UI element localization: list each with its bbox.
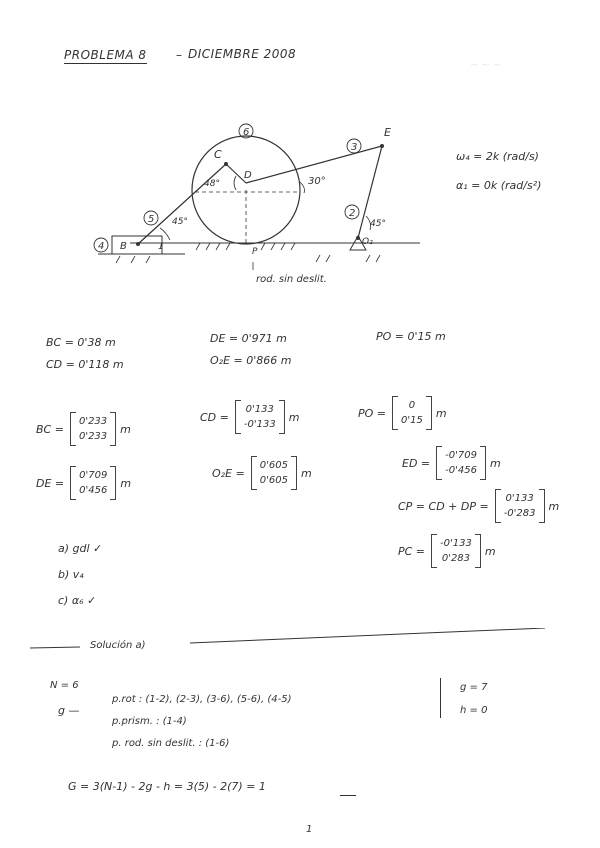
length-bc: BC = 0'38 m	[46, 336, 116, 349]
problem-date: DICIEMBRE 2008	[188, 47, 297, 61]
vector-po-label: PO =	[358, 406, 387, 420]
vector-cp-matrix	[495, 489, 545, 523]
joint-c	[224, 162, 228, 166]
mechanism-figure	[0, 100, 600, 400]
solution-g-line-2: p.prism. : (1-4)	[112, 716, 187, 727]
joint-e	[380, 144, 384, 148]
vector-cd	[200, 400, 299, 434]
vector-o2e-bottom: 0'605	[259, 475, 288, 486]
solution-heading: Solución a)	[90, 640, 146, 651]
result-underline	[340, 795, 356, 796]
vector-bc-top: 0'233	[78, 416, 108, 427]
bar-number-3: 3	[351, 142, 358, 153]
solution-h-value: h = 0	[460, 705, 488, 716]
solution-formula: G = 3(N-1) - 2g - h = 3(5) - 2(7) = 1	[68, 780, 266, 793]
label-o2: O₂	[362, 237, 373, 247]
vector-bc-unit: m	[120, 422, 131, 436]
bleed-through-text: ~ ~ ~	[470, 60, 502, 71]
ground-hatching	[116, 243, 380, 263]
bar-number-5: 5	[148, 214, 155, 225]
vector-cp	[398, 489, 559, 523]
vector-cp-unit: m	[548, 499, 560, 513]
label-b: B	[120, 241, 127, 252]
alpha-1: α₁ = 0k (rad/s²)	[456, 179, 542, 192]
label-c: C	[214, 148, 222, 161]
vector-ed-label: ED =	[402, 456, 431, 470]
length-o2e: O₂E = 0'866 m	[210, 354, 292, 367]
label-p: P	[252, 247, 258, 257]
vector-de-unit: m	[120, 476, 132, 490]
vector-o2e	[212, 456, 312, 490]
length-po: PO = 0'15 m	[376, 330, 446, 343]
bar-number-2: 2	[349, 208, 356, 219]
rolling-note: rod. sin deslit.	[256, 274, 327, 285]
vector-pc-unit: m	[484, 544, 496, 558]
question-a: a) gdl ✓	[58, 542, 103, 555]
page-number: 1	[306, 824, 313, 835]
vector-cd-top: 0'133	[245, 404, 274, 415]
vector-po-bottom: 0'15	[401, 415, 423, 426]
vector-po-unit: m	[435, 406, 447, 420]
vector-pc-label: PC =	[398, 544, 426, 558]
vector-de-bottom: 0'456	[79, 485, 108, 496]
angle-arc-48	[234, 176, 236, 190]
vector-pc-top: -0'133	[440, 538, 472, 549]
vector-ed-unit: m	[489, 456, 501, 470]
angle-45-right: 45°	[370, 219, 386, 229]
length-cd: CD = 0'118 m	[46, 358, 124, 371]
omega-4: ω₄ = 2k (rad/s)	[456, 150, 539, 163]
solution-n: N = 6	[50, 680, 79, 691]
vector-pc	[398, 534, 496, 568]
vector-o2e-unit: m	[300, 466, 312, 480]
joint-b	[136, 242, 140, 246]
vector-cp-label: CP = CD + DP =	[398, 499, 489, 513]
vector-pc-bottom: 0'283	[441, 553, 471, 564]
angle-30: 30°	[308, 176, 326, 187]
vector-de-label: DE =	[36, 476, 65, 490]
question-b: b) v₄	[58, 568, 84, 581]
problem-title: PROBLEMA 8	[64, 48, 147, 62]
vector-cp-top: 0'133	[505, 493, 534, 504]
solution-g-label: g —	[58, 704, 80, 717]
bar-number-4: 4	[98, 241, 105, 252]
vector-pc-matrix	[431, 534, 481, 568]
joint-o2	[356, 236, 360, 240]
vector-de-matrix	[70, 466, 116, 500]
vector-bc-bottom: 0'233	[78, 431, 108, 442]
solution-g-line-3: p. rod. sin deslit. : (1-6)	[112, 738, 230, 749]
vector-bc-matrix	[70, 412, 116, 446]
label-d: D	[244, 170, 252, 181]
vector-po	[358, 396, 447, 430]
vector-bc	[36, 412, 131, 446]
solution-divider	[440, 678, 441, 718]
angle-arc-30	[300, 182, 305, 193]
question-c: c) α₆ ✓	[58, 594, 97, 607]
angle-45-left: 45°	[172, 217, 188, 227]
length-de: DE = 0'971 m	[210, 332, 287, 345]
vector-ed-bottom: -0'456	[445, 465, 477, 476]
vector-cd-label: CD =	[200, 410, 229, 424]
link-cd	[226, 164, 246, 183]
vector-po-matrix	[392, 396, 432, 430]
vector-cp-bottom: -0'283	[503, 508, 536, 519]
label-e: E	[384, 126, 391, 139]
angle-48: 48°	[204, 179, 220, 189]
vector-o2e-top: 0'605	[259, 460, 288, 471]
vector-de	[36, 466, 131, 500]
header-dash: –	[176, 48, 183, 62]
vector-cd-matrix	[235, 400, 285, 434]
vector-de-top: 0'709	[79, 470, 108, 481]
vector-o2e-matrix	[251, 456, 297, 490]
vector-ed	[402, 446, 501, 480]
bar-number-6: 6	[243, 127, 250, 138]
vector-o2e-label: O₂E =	[212, 466, 245, 480]
bar-number-1: 1	[158, 242, 164, 252]
vector-cd-bottom: -0'133	[243, 419, 276, 430]
solution-g-value: g = 7	[460, 682, 488, 693]
vector-cd-unit: m	[288, 410, 300, 424]
solution-g-line-1: p.rot : (1-2), (2-3), (3-6), (5-6), (4-5)	[112, 694, 292, 705]
vector-po-top: 0	[408, 400, 416, 411]
vector-ed-matrix	[436, 446, 486, 480]
vector-bc-label: BC =	[36, 422, 64, 436]
vector-ed-top: -0'709	[445, 450, 477, 461]
